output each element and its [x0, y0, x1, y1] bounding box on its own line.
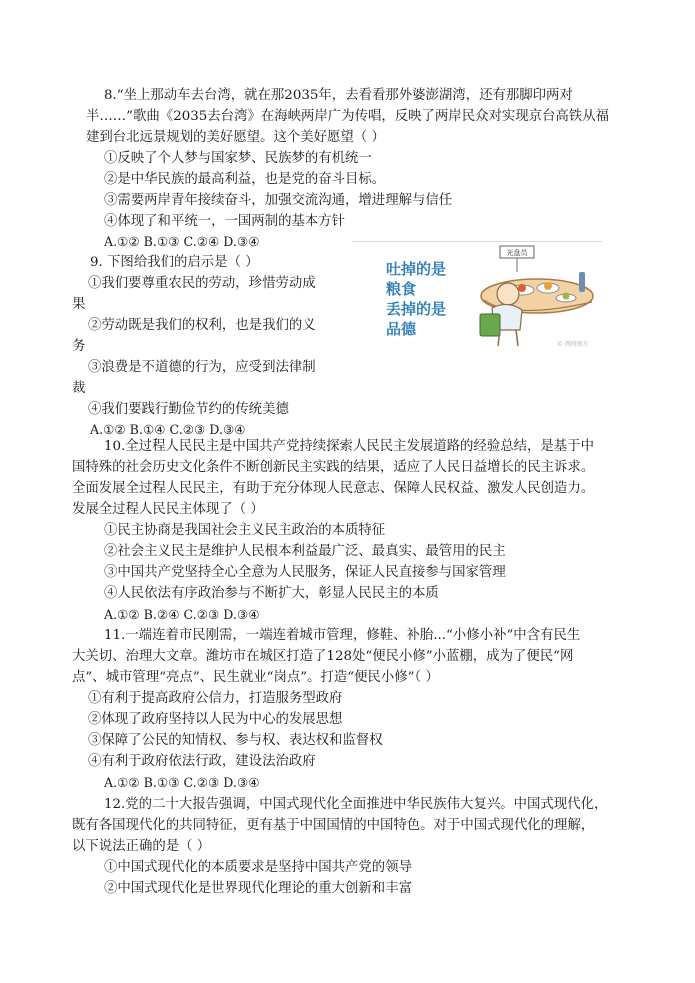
q10-item-3: ③中国共产党坚持全心全意为人民服务，保证人民直接参与国家管理	[104, 565, 506, 580]
leg	[516, 330, 518, 346]
q8-item-3: ③需要两岸青年接续奋斗，加强交流沟通，增进理解与信任	[104, 193, 453, 208]
trash-bin-icon	[480, 314, 500, 336]
q12-stem-line-1: 12.党的二十大报告强调，中国式现代化全面推进中华民族伟大复兴。中国式现代化，	[104, 797, 608, 812]
q9-item-4: ④我们要践行勤俭节约的传统美德	[88, 402, 289, 417]
food-icon	[518, 284, 526, 292]
q11-options: A.①② B.①③ C.②③ D.③④	[104, 775, 260, 790]
q8-options: A.①② B.①③ C.②④ D.③④	[104, 234, 260, 249]
q8-item-2: ②是中华民族的最高利益，也是党的奋斗目标。	[104, 172, 386, 187]
figure-text-line-3: 丢掉的是	[386, 300, 447, 318]
q10-item-1: ①民主协商是我国社会主义民主政治的本质特征	[104, 523, 386, 538]
q9-item-3: ③浪费是不道德的行为，应受到法律制	[88, 360, 316, 375]
q11-item-1: ①有利于提高政府公信力，打造服务型政府	[88, 691, 343, 706]
q12-item-2: ②中国式现代化是世界现代化理论的重大创新和丰富	[104, 881, 412, 896]
q9-item-1-cont: 果	[72, 297, 86, 312]
q9-item-2-cont: 务	[72, 339, 86, 354]
q9-item-2: ②劳动既是我们的权利，也是我们的义	[88, 318, 316, 333]
q11-item-3: ③保障了公民的知情权、参与权、表达权和监督权	[88, 733, 383, 748]
q10-item-2: ②社会主义民主是维护人民根本利益最广泛、最真实、最管用的民主	[104, 544, 506, 559]
q10-stem-line-1: 10.全过程人民民主是中国共产党持续探索人民民主发展道路的经验总结，是基于中	[104, 439, 594, 454]
q11-item-2: ②体现了政府坚持以人民为中心的发展思想	[88, 712, 343, 727]
q10-item-4: ④人民依法有序政治参与不断扩大，彰显人民民主的本质	[104, 586, 439, 601]
q9-options: A.①② B.①④ C.②③ D.③④	[90, 422, 246, 437]
q8-stem-line-3: 建到台北远景规划的美好愿望。这个美好愿望（ ）	[86, 130, 385, 145]
q9-item-3-cont: 裁	[72, 381, 86, 396]
food-icon	[544, 282, 552, 290]
q11-item-4: ④有利于政府依法行政，建设法治政府	[88, 754, 316, 769]
q8-stem-line-1: 8.“坐上那动车去台湾，就在那2035年，去看看那外婆澎湖湾，还有那脚印两对	[104, 88, 573, 103]
figure-text-line-1: 吐掉的是	[386, 260, 447, 278]
food-waste-cartoon	[352, 242, 602, 354]
figure-text-line-4: 品德	[386, 320, 417, 338]
q9-figure	[352, 242, 602, 354]
q12-item-1: ①中国式现代化的本质要求是坚持中国共产党的领导	[104, 860, 412, 875]
q10-stem-line-3: 全面发展全过程人民民主，有助于充分体现人民意志、保障人民权益、激发人民创造力。	[72, 481, 595, 496]
q11-stem-line-1: 11.一端连着市民刚需，一端连着城市管理，修鞋、补胎...“小修小补”中含有民生	[104, 628, 581, 643]
q12-stem-line-3: 以下说法正确的是（ ）	[72, 839, 211, 854]
q10-options: A.①② B.②④ C.②③ D.③④	[104, 607, 260, 622]
q10-stem-line-4: 发展全过程人民民主体现了（ ）	[72, 502, 264, 517]
q8-stem-line-2: 半……”歌曲《2035去台湾》在海峡两岸广为传唱，反映了两岸民众对实现京台高铁从福	[86, 109, 609, 124]
figure-text-line-2: 粮食	[386, 280, 417, 298]
q12-stem-line-2: 既有各国现代化的共同特征，更有基于中国国情的中国特色。对于中国式现代化的理解，	[72, 818, 595, 833]
q8-item-1: ①反映了个人梦与国家梦、民族梦的有机统一	[104, 151, 372, 166]
q11-stem-line-2: 大关切、治理大文章。潍坊市在城区打造了128处“便民小修”小蓝棚，成为了便民“网	[72, 649, 574, 664]
sign-text: 光盘员	[506, 249, 528, 257]
q10-stem-line-2: 国特殊的社会历史文化条件不断创新民主实践的结果，适应了人民日益增长的民主诉求。	[72, 460, 595, 475]
watermark: © 网络图片	[557, 341, 589, 348]
q9-stem: 9. 下图给我们的启示是（ ）	[90, 255, 259, 270]
q8-item-4: ④体现了和平统一，一国两制的基本方针	[104, 214, 346, 229]
q9-item-1: ①我们要尊重农民的劳动，珍惜劳动成	[88, 276, 316, 291]
person-head	[497, 283, 519, 305]
food-icon	[563, 293, 570, 300]
q11-stem-line-3: 点”、城市管理“亮点”、民生就业“岗点”。打造“便民小修”（ ）	[72, 670, 439, 685]
bottle-icon	[579, 272, 585, 292]
